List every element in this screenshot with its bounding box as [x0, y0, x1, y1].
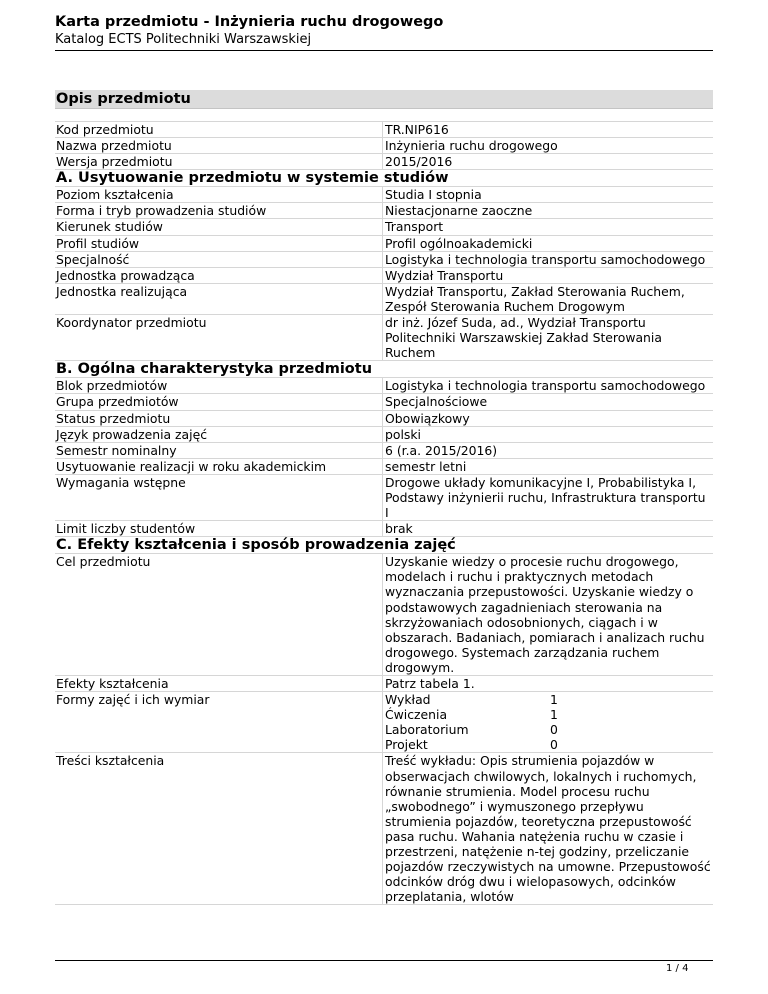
- table-row: [55, 459, 713, 475]
- row-value: Treść wykładu: Opis strumienia pojazdów w obserwacjach chwilowych, lokalnych i ruchomych, równanie strumienia. Model procesu ruchu „swobodnego” i wymuszonego przepływu strumienia pojazdów, teoretyczna przepustowość pasa ruchu. Wahania natężenia ruchu w czasie i przestrzeni, natężenie n-tej godziny, przeliczanie pojazdów rzeczywistych na umowne. Przepustowość odcinków dróg dwu i wielopasowych, odcinków przeplatania, wlotów: [382, 753, 713, 904]
- row-value: Logistyka i technologia transportu samochodowego: [382, 378, 713, 393]
- row-label: Grupa przedmiotów: [56, 394, 179, 410]
- row-label: Jednostka prowadząca: [56, 267, 195, 283]
- table-row: [55, 284, 713, 315]
- header-rule: [55, 50, 713, 51]
- table-row: [55, 394, 713, 410]
- row-label: Status przedmiotu: [56, 410, 171, 426]
- row-value: brak: [382, 521, 713, 536]
- row-value: TR.NIP616: [382, 122, 713, 137]
- table-row: [55, 554, 713, 676]
- class-form-item: [385, 707, 713, 722]
- row-value: Inżynieria ruchu drogowego: [382, 138, 713, 153]
- footer-rule: [55, 960, 713, 961]
- class-form-hours: 0: [550, 722, 558, 738]
- row-value: Wydział Transportu, Zakład Sterowania Ruchem, Zespół Sterowania Ruchem Drogowym: [382, 284, 713, 314]
- row-label: Koordynator przedmiotu: [56, 315, 207, 331]
- row-value: Wydział Transportu: [382, 268, 713, 283]
- row-value: Uzyskanie wiedzy o procesie ruchu drogowego, modelach i ruchu i praktycznych metodach wyznaczania przepustowości. Uzyskanie wiedzy o podstawowych zagadnieniach sterowania na skrzyżowaniach odosobnionych, ciągach i w obszarach. Badaniach, pomiarach i analizach ruchu drogowego. Systemach zarządzania ruchem drogowym.: [382, 554, 713, 675]
- table-row: [55, 378, 713, 394]
- row-label: Wymagania wstępne: [56, 474, 186, 490]
- row-label: Forma i tryb prowadzenia studiów: [56, 203, 267, 219]
- row-value: Studia I stopnia: [382, 187, 713, 202]
- page-header-subtitle: Katalog ECTS Politechniki Warszawskiej: [55, 32, 312, 47]
- class-form-hours: 1: [550, 707, 558, 723]
- row-label: Treści kształcenia: [56, 753, 165, 769]
- table-row: [55, 443, 713, 459]
- table-row: [55, 122, 713, 138]
- row-label: Kierunek studiów: [56, 219, 163, 235]
- row-label: Jednostka realizująca: [56, 283, 188, 299]
- row-value: Transport: [382, 219, 713, 234]
- section-title-opis: Opis przedmiotu: [55, 90, 713, 109]
- section-title-b: B. Ogólna charakterystyka przedmiotu: [55, 361, 713, 378]
- row-label: Kod przedmiotu: [56, 122, 154, 137]
- class-form-name: Laboratorium: [385, 722, 469, 738]
- table-row: [55, 753, 713, 905]
- row-value: 2015/2016: [382, 154, 713, 169]
- section-title-a: A. Usytuowanie przedmiotu w systemie studiów: [55, 170, 713, 187]
- row-value: 6 (r.a. 2015/2016): [382, 443, 713, 458]
- row-label: Formy zajęć i ich wymiar: [56, 692, 210, 708]
- row-label: Wersja przedmiotu: [56, 154, 173, 170]
- row-label: Profil studiów: [56, 235, 140, 251]
- section-title-c: C. Efekty kształcenia i sposób prowadzenia zajęć: [55, 537, 713, 554]
- row-label: Poziom kształcenia: [56, 187, 174, 203]
- row-label: Semestr nominalny: [56, 442, 177, 458]
- class-form-item: [385, 722, 713, 737]
- row-label: Cel przedmiotu: [56, 554, 151, 570]
- row-label: Usytuowanie realizacji w roku akademickim: [56, 458, 327, 474]
- class-form-name: Ćwiczenia: [385, 707, 448, 723]
- table-row: [55, 268, 713, 284]
- row-value: Drogowe układy komunikacyjne I, Probabilistyka I, Podstawy inżynierii ruchu, Infrastruktura transportu I: [382, 475, 713, 520]
- row-value: Specjalnościowe: [382, 394, 713, 409]
- row-label: Specjalność: [56, 251, 130, 267]
- class-form-item: [385, 737, 713, 752]
- table-row: [55, 521, 713, 537]
- spacer-row: [55, 109, 713, 122]
- class-form-name: Wykład: [385, 692, 431, 708]
- table-row: [55, 315, 713, 361]
- row-label: Język prowadzenia zajęć: [56, 426, 208, 442]
- table-row: [55, 676, 713, 692]
- table-row: [55, 475, 713, 521]
- row-value: Profil ogólnoakademicki: [382, 236, 713, 251]
- row-value: dr inż. Józef Suda, ad., Wydział Transportu Politechniki Warszawskiej Zakład Sterowania Ruchem: [382, 315, 713, 360]
- table-row: [55, 692, 713, 753]
- table-row: [55, 138, 713, 154]
- table-row: [55, 203, 713, 219]
- row-value: Patrz tabela 1.: [382, 676, 713, 691]
- course-card-content: [55, 90, 713, 905]
- class-forms-list: [382, 692, 713, 752]
- row-label: Limit liczby studentów: [56, 521, 196, 537]
- class-form-name: Projekt: [385, 737, 428, 753]
- page-header-title: Karta przedmiotu - Inżynieria ruchu drogowego: [55, 14, 444, 30]
- row-label: Efekty kształcenia: [56, 676, 169, 691]
- table-row: [55, 252, 713, 268]
- class-form-hours: 1: [550, 692, 558, 708]
- table-row: [55, 187, 713, 203]
- row-value: Obowiązkowy: [382, 411, 713, 426]
- table-row: [55, 411, 713, 427]
- class-form-hours: 0: [550, 737, 558, 753]
- row-value: Logistyka i technologia transportu samochodowego: [382, 252, 713, 267]
- row-label: Blok przedmiotów: [56, 378, 168, 394]
- class-form-item: [385, 692, 713, 707]
- table-row: [55, 236, 713, 252]
- table-row: [55, 427, 713, 443]
- table-row: [55, 154, 713, 170]
- row-label: Nazwa przedmiotu: [56, 138, 172, 154]
- row-value: semestr letni: [382, 459, 713, 474]
- page-number: 1 / 4: [666, 963, 689, 974]
- row-value: polski: [382, 427, 713, 442]
- table-row: [55, 219, 713, 235]
- row-value: Niestacjonarne zaoczne: [382, 203, 713, 218]
